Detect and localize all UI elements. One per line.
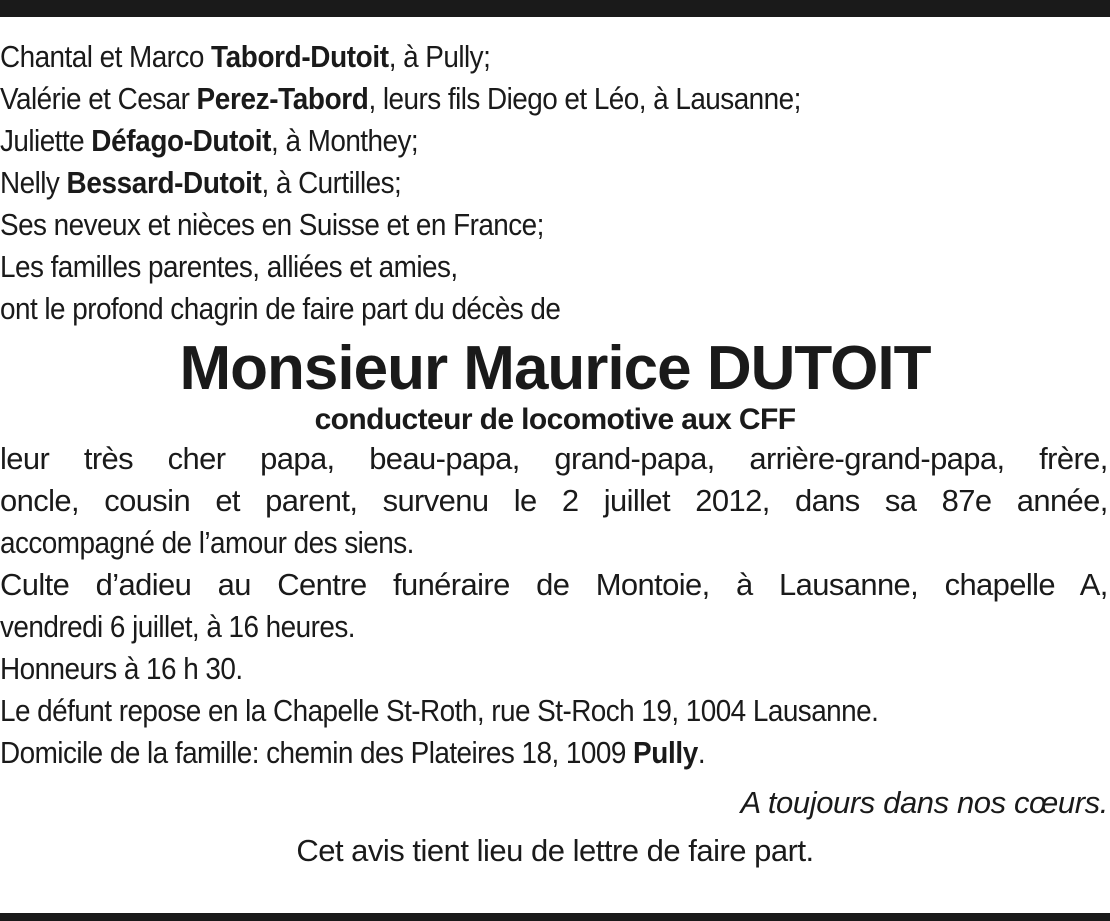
family-line: Chantal et Marco Tabord-Dutoit, à Pully; [0, 39, 491, 74]
bottom-rule [0, 913, 1110, 921]
family-name: Bessard-Dutoit [66, 165, 262, 200]
deceased-name: Monsieur Maurice DUTOIT [179, 334, 931, 403]
relatives-line: Ses neveux et nièces en Suisse et en France; [0, 207, 544, 242]
domicile-town: Pully [633, 735, 698, 770]
family-line: Nelly Bessard-Dutoit, à Curtilles; [0, 165, 402, 200]
closing-note: Cet avis tient lieu de lettre de faire part. [296, 833, 814, 868]
accompanied-line: accompagné de l’amour des siens. [0, 525, 414, 560]
domicile-line: Domicile de la famille: chemin des Plateires 18, 1009 Pully. [0, 735, 706, 770]
family-line: Valérie et Cesar Perez-Tabord, leurs fils Diego et Léo, à Lausanne; [0, 81, 801, 116]
resting-place-line: Le défunt repose en la Chapelle St-Roth, rue St-Roch 19, 1004 Lausanne. [0, 693, 879, 728]
service-line: Culte d’adieu au Centre funéraire de Montoie, à Lausanne, chapelle A, [0, 567, 1108, 602]
deceased-occupation: conducteur de locomotive aux CFF [314, 403, 796, 436]
description-line: leur très cher papa, beau-papa, grand-papa, arrière-grand-papa, frère, [0, 441, 1108, 476]
service-date: vendredi 6 juillet, à 16 heures. [0, 609, 355, 644]
top-rule [0, 0, 1110, 17]
family-name: Défago-Dutoit [91, 123, 272, 158]
notice-body [0, 36, 1110, 872]
relatives-line: Les familles parentes, alliées et amies, [0, 249, 458, 284]
family-line: Juliette Défago-Dutoit, à Monthey; [0, 123, 419, 158]
description-line: oncle, cousin et parent, survenu le 2 juillet 2012, dans sa 87e année, [0, 483, 1108, 518]
honours-line: Honneurs à 16 h 30. [0, 651, 243, 686]
family-name: Tabord-Dutoit [211, 39, 389, 74]
signoff: A toujours dans nos cœurs. [740, 785, 1108, 820]
family-name: Perez-Tabord [196, 81, 369, 116]
announcement-line: ont le profond chagrin de faire part du décès de [0, 291, 561, 326]
